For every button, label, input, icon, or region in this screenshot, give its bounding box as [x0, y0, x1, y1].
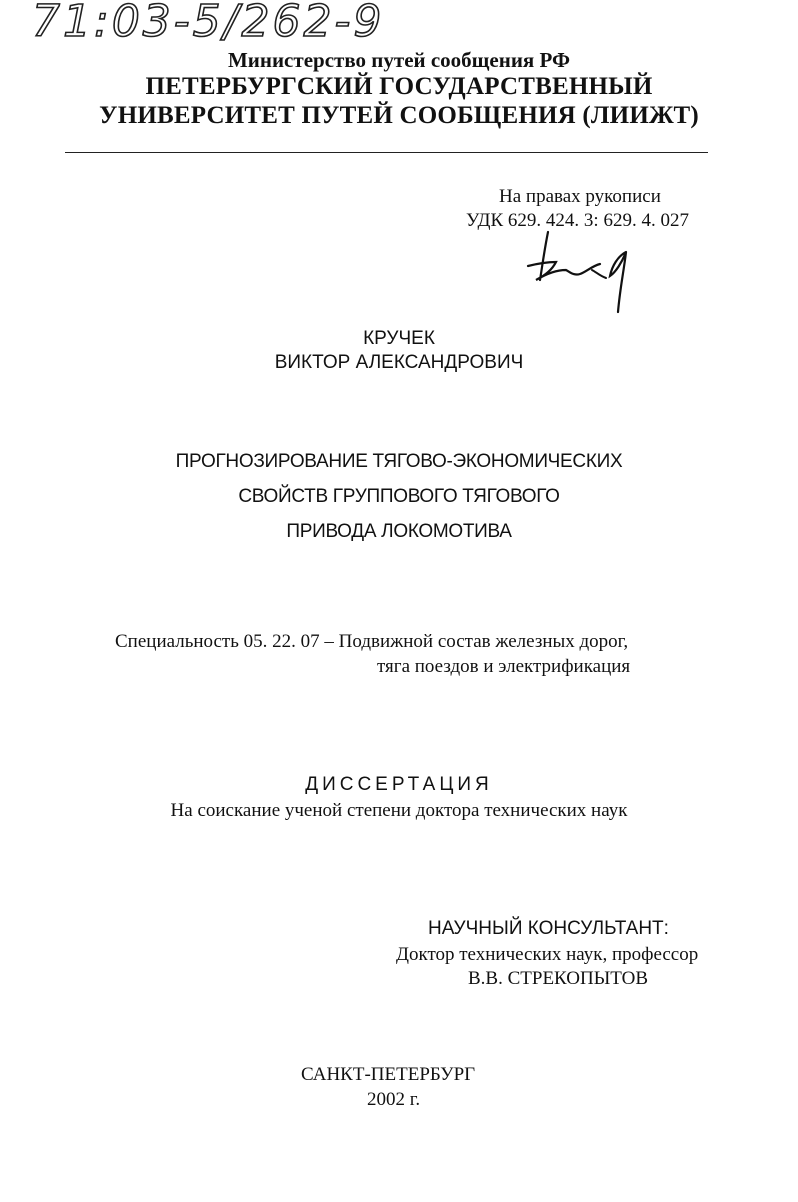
year: 2002 г. — [367, 1089, 421, 1110]
specialty-line2: тяга поездов и электрификация — [377, 656, 631, 677]
specialty-line1: Специальность 05. 22. 07 – Подвижной состав железных дорог, — [115, 631, 629, 652]
consultant-name: В.В. СТРЕКОПЫТОВ — [468, 968, 649, 989]
archive-number-text: 71:03-5/262-9 — [32, 0, 385, 47]
ministry-name: Министерство путей сообщения РФ — [227, 48, 571, 72]
dissertation-title-line3: ПРИВОДА ЛОКОМОТИВА — [286, 521, 512, 542]
university-name-line2: УНИВЕРСИТЕТ ПУТЕЙ СООБЩЕНИЯ (ЛИИЖТ) — [99, 102, 699, 129]
handwritten-archive-number — [28, 0, 458, 54]
author-given-names: ВИКТОР АЛЕКСАНДРОВИЧ — [274, 352, 524, 373]
dissertation-title-line2: СВОЙСТВ ГРУППОВОГО ТЯГОВОГО — [238, 486, 560, 507]
consultant-title: Доктор технических наук, профессор — [396, 944, 699, 965]
degree-sought: На соискание ученой степени доктора технических наук — [170, 800, 628, 821]
city: САНКТ-ПЕТЕРБУРГ — [301, 1064, 476, 1085]
author-signature — [522, 222, 642, 314]
dissertation-label: ДИССЕРТАЦИЯ — [305, 774, 493, 795]
consultant-heading: НАУЧНЫЙ КОНСУЛЬТАНТ: — [428, 918, 669, 939]
author-surname: КРУЧЕК — [363, 328, 435, 349]
dissertation-title-line1: ПРОГНОЗИРОВАНИЕ ТЯГОВО-ЭКОНОМИЧЕСКИХ — [175, 451, 623, 472]
manuscript-rights-note: На правах рукописи — [499, 186, 661, 207]
header-divider — [65, 152, 708, 153]
udc-code: УДК 629. 424. 3: 629. 4. 027 — [466, 210, 689, 231]
university-name-line1: ПЕТЕРБУРГСКИЙ ГОСУДАРСТВЕННЫЙ — [145, 73, 653, 100]
